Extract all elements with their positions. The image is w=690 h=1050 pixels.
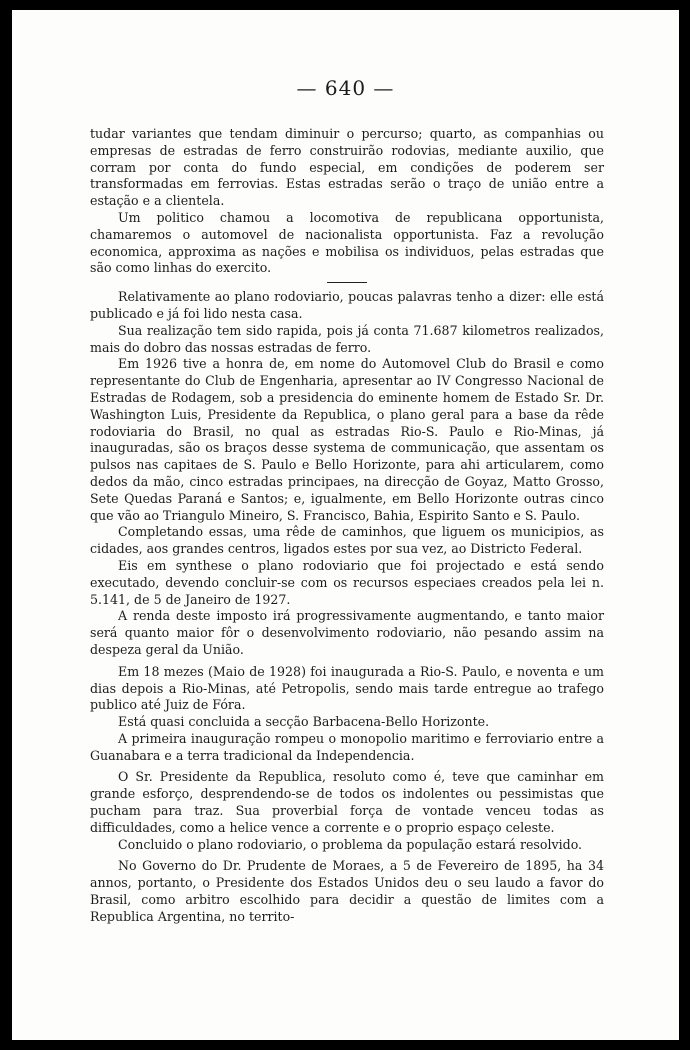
paragraph-primeira-inauguracao: A primeira inauguração rompeu o monopolio maritimo e ferroviario entre a Guanabara e a terra tradicional da Independencia.	[90, 730, 604, 763]
paragraph-completando: Completando essas, uma rêde de caminhos, que liguem os municipios, as cidades, aos grandes centros, ligados estes por sua vez, ao Districto Federal.	[90, 524, 604, 557]
page-body	[90, 126, 604, 926]
paragraph-concluido: Concluido o plano rodoviario, o problema da população estará resolvido.	[118, 836, 583, 852]
paragraph-18-mezes: Em 18 mezes (Maio de 1928) foi inaugurada a Rio-S. Paulo, e noventa e um dias depois a Rio-Minas, até Petropolis, sendo mais tarde entregue ao trafego publico até Juiz de Fóra.	[90, 663, 604, 713]
paragraph-prudente-de-moraes: No Governo do Dr. Prudente de Moraes, a 5 de Fevereiro de 1895, ha 34 annos, portanto, o Presidente dos Estados Unidos deu o seu laudo a favor do Brasil, como arbitro escolhido para decidir a questão de limites com a Republica Argentina, no territo-	[90, 858, 604, 924]
paragraph-politico: Um politico chamou a locomotiva de republicana opportunista, chamaremos o automovel de nacionalista opportunista. Faz a revolução economica, approxima as nações e mobilisa os individuos, pelas estradas que são como linhas do exercito.	[90, 209, 604, 276]
paragraph-barbacena: Está quasi concluida a secção Barbacena-Bello Horizonte.	[118, 714, 490, 730]
page-number: — 640 —	[296, 76, 395, 100]
paragraph-continuation: tudar variantes que tendam diminuir o percurso; quarto, as companhias ou empresas de estradas de ferro construirão rodovias, mediante auxilio, que corram por conta do fundo especial, em condições de poderem ser transformadas em ferrovias. Estas estradas serão o traço de união entre a estação e a clientela.	[90, 126, 604, 209]
paragraph-plano-rodoviario: Relativamente ao plano rodoviario, poucas palavras tenho a dizer: elle está publicado e já foi lido nesta casa.	[90, 289, 604, 321]
paragraph-synthese: Eis em synthese o plano rodoviario que foi projectado e está sendo executado, devendo concluir-se com os recursos especiaes creados pela lei n. 5.141, de 5 de Janeiro de 1927.	[90, 557, 604, 607]
paragraph-presidente: O Sr. Presidente da Republica, resoluto como é, teve que caminhar em grande esforço, desprendendo-se de todos os indolentes ou pessimistas que pucham para traz. Sua proverbial força de vontade venceu todas as difficuldades, como a helice vence a corrente e o proprio espaço celeste.	[90, 769, 604, 835]
section-divider	[327, 282, 367, 283]
paragraph-1926: Em 1926 tive a honra de, em nome do Automovel Club do Brasil e como representante do Club de Engenharia, apresentar ao IV Congresso Nacional de Estradas de Rodagem, sob a presidencia do eminente homem de Estado Sr. Dr. Washington Luis, Presidente da Republica, o plano geral para a base da rêde rodoviaria do Brasil, no qual as estradas Rio-S. Paulo e Rio-Minas, já inauguradas, são os braços desse systema de communicação, que assentam os pulsos nas capitaes de S. Paulo e Bello Horizonte, para ahi articularem, como dedos da mão, cinco estradas principaes, na direcção de Goyaz, Matto Grosso, Sete Quedas Paraná e Santos; e, igualmente, em Bello Horizonte outras cinco que vão ao Triangulo Mineiro, S. Francisco, Bahia, Espirito Santo e S. Paulo.	[90, 356, 604, 523]
book-page	[12, 10, 679, 1040]
paragraph-renda: A renda deste imposto irá progressivamente augmentando, e tanto maior será quanto maior fôr o desenvolvimento rodoviario, não pesando assim na despeza geral da União.	[90, 608, 604, 657]
paragraph-realizacao: Sua realização tem sido rapida, pois já conta 71.687 kilometros realizados, mais do dobro das nossas estradas de ferro.	[90, 322, 604, 355]
